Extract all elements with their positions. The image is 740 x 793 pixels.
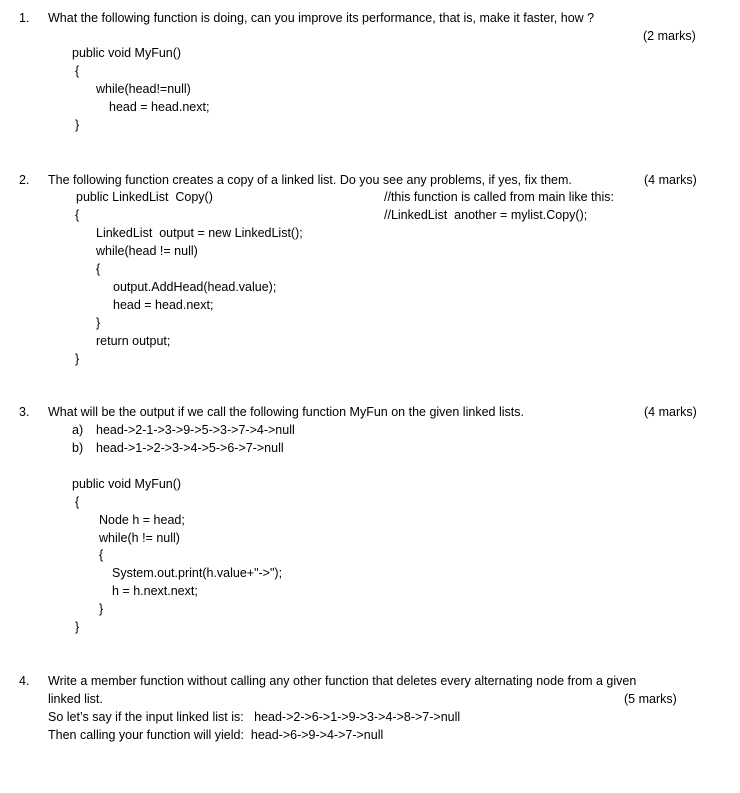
code-line: {	[75, 64, 80, 78]
code-line: h = h.next.next;	[112, 584, 198, 598]
code-line: public LinkedList Copy()	[76, 190, 213, 204]
code-line: }	[96, 316, 101, 330]
code-line: {	[75, 495, 80, 509]
q4-text-line: Then calling your function will yield: head->6->9->4->7->null	[48, 728, 384, 742]
q4-marks: (5 marks)	[624, 692, 677, 706]
code-line: {	[99, 548, 104, 562]
code-line: {	[96, 262, 101, 276]
code-line: while(head!=null)	[96, 82, 191, 96]
q3-item-label: b)	[72, 441, 84, 455]
q4-text-line: Write a member function without calling any other function that deletes every alternating node from a given	[48, 674, 637, 688]
code-line: return output;	[96, 334, 171, 348]
code-line: }	[99, 602, 104, 616]
code-line: System.out.print(h.value+"->");	[112, 566, 283, 580]
q3-number: 3.	[19, 405, 30, 419]
q3-marks: (4 marks)	[644, 405, 697, 419]
q2-number: 2.	[19, 173, 30, 187]
code-line: {	[75, 208, 80, 222]
q2-text: The following function creates a copy of a linked list. Do you see any problems, if yes, fix them.	[48, 173, 572, 187]
code-line: }	[75, 118, 80, 132]
q3-text: What will be the output if we call the following function MyFun on the given linked lists.	[48, 405, 524, 419]
code-line: output.AddHead(head.value);	[113, 280, 277, 294]
q3-item-label: a)	[72, 423, 84, 437]
q3-item-text: head->2-1->3->9->5->3->7->4->null	[96, 423, 295, 437]
code-comment: //LinkedList another = mylist.Copy();	[384, 208, 588, 222]
q1-marks: (2 marks)	[643, 29, 696, 43]
code-line: while(h != null)	[99, 531, 180, 545]
q4-number: 4.	[19, 674, 30, 688]
code-line: public void MyFun()	[72, 46, 182, 60]
q1-number: 1.	[19, 11, 30, 25]
q4-text-line: So let’s say if the input linked list is: head->2->6->1->9->3->4->8->7->null	[48, 710, 461, 724]
code-line: while(head != null)	[96, 244, 198, 258]
code-line: }	[75, 352, 80, 366]
q4-text-line: linked list.	[48, 692, 103, 706]
q2-marks: (4 marks)	[644, 173, 697, 187]
q1-text: What the following function is doing, can you improve its performance, that is, make it faster, how ?	[48, 11, 595, 25]
code-line: Node h = head;	[99, 513, 185, 527]
code-line: LinkedList output = new LinkedList();	[96, 226, 303, 240]
code-line: head = head.next;	[113, 298, 214, 312]
code-line: head = head.next;	[109, 100, 210, 114]
code-line: public void MyFun()	[72, 477, 182, 491]
code-comment: //this function is called from main like this:	[384, 190, 614, 204]
code-line: }	[75, 620, 80, 634]
q3-item-text: head->1->2->3->4->5->6->7->null	[96, 441, 284, 455]
